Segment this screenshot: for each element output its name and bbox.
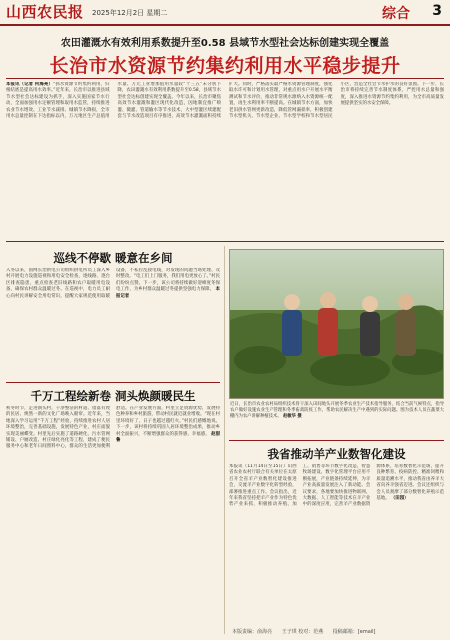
story3-body — [6, 406, 220, 634]
story3-title: 千万工程绘新卷 洞头焕颜暖民生 — [30, 389, 196, 403]
lead-headline: 长治市水资源节约集约利用水平稳步提升 — [49, 55, 401, 77]
story3-text: 初冬时节，走进洞头村，干净整洁的村道、错落有致的民居、焕然一新的文化广场映入眼帘。近年来，当地深入学习运用“千万工程”经验，持续推进农村人居环境整治，完善基础设施，发展特色产业，村庄面貌实现美丽蝶变。村里先后实施了道路硬化、污水管网铺设、户厕改造、村庄绿化亮化等工程，建成了便民服务中心和老年日间照料中心，群众的生活更加便利舒适。在产业发展方面，村里立足资源优势，发展特色种养和乡村旅游，带动村民就近就业增收。“现在村里环境好了，日子也越过越红火。”村民们感慨地说。下一步，该村将持续巩固人居环境整治成果，推动乡村全面振兴，不断增强群众的获得感、幸福感。 — [6, 406, 220, 450]
story2-byline: 本报记者 — [116, 287, 220, 299]
story4-body — [229, 464, 444, 624]
news-photo — [229, 249, 444, 399]
photo-illustration — [230, 250, 444, 399]
page-number: 3 — [432, 3, 442, 19]
story3-byline: 赵甜 鲁 — [116, 431, 220, 444]
footer-proof: 王子琪 校对：范燕 — [281, 629, 324, 635]
photo-caption-text: 近日，长治市农业农村局组织技术骨干深入田间地头开展冬季农业生产技术指导服务，结合当前气候特点，指导农户做好设施农业生产管理和冬季畜禽防疫工作，帮助农民解决生产中遇到的实际问题。图为技术人员在蔬菜大棚内为农户讲解种植技术。 — [230, 402, 444, 419]
story4-rule — [229, 440, 444, 441]
story4-text: 本报讯（11月14日至15日）山西省农业农村厅联合有关单位在太原召开全省羊产业数智化建设推进会，交流羊产业数字化转型经验，部署推进重点工作。会议指出，近年来我省坚持把羊产业作为特色优势产业来抓，积极推动养殖、加工、销售等环节数字化改造，智慧牧场建设、数字化管理平台应用不断拓展，产业链条持续延伸，为羊产业高质量发展注入了新动能。会议要求，各地要加快推进物联网、大数据、人工智能等技术在羊产业中的深度应用，完善羊产业数据资源体系，培育数智化示范场，提升良种繁育、疫病防控、精准饲喂和质量追溯水平，推动我省由养羊大省向养羊强省迈进。会议还组织与会人员观摩了部分数智化养殖示范基地。 — [229, 464, 444, 508]
story2-text: 入冬以来，国网长治供电公司组织供电所员工深入乡村开展电力设施巡视和用电安全检查，逐线路、逐台区排查隐患，重点检查老旧线路和农户取暖用电设备，确保农村群众温暖过冬。在巡视中，电力员工耐心向村民讲解安全用电常识，提醒大家规范使用取暖设备，不私拉乱接电线，对发现的问题当场处理、及时整改。“电工们上门服务，我们用电更放心了。”村民们纷纷点赞。下一步，该公司将持续做好迎峰度冬保电工作，为乡村群众温暖过冬提供坚强电力保障。 — [6, 268, 220, 299]
column-divider — [224, 246, 225, 634]
masthead — [0, 0, 450, 26]
photo-caption — [230, 402, 444, 420]
footer-email: 投稿邮箱：[email] — [332, 629, 376, 635]
lead-text: “抓水资源节约集约利用，归根结底是提高用水效率。”近年来，长治市以推进县域节水型社会达标建设为抓手，深入实施国家节水行动，全面加强用水定额管理和取用水监管，持续推进农业节水增效、工业节水减排、城镇节水降损，全市用水总量控制在下达指标以内，万元地区生产总值用水量、万元工业增加值用水量较“十三五”末分别下降，农田灌溉水有效利用系数提升至0.58，县域节水型社会达标创建实现全覆盖。今年以来，长治市聚焦高效节水灌溉和灌区现代化改造，因地制宜推广喷灌、微灌、管道输水等节水技术，大中型灌区续建配套与节水改造项目有序推进，高效节水灌溉面积持续扩大。同时，严格落实最严格水资源管理制度，强化取水许可和计划用水管理，对重点用水户开展水平衡测试和节水评价，推动非常规水源纳入水资源统一配置，再生水利用率不断提高。在城镇节水方面，加快老旧供水管网更新改造，降低管网漏损率，积极创建节水型机关、节水型企业、节水型学校和节水型居民小区，营造全社会节水护水的良好氛围。下一步，长治市将持续完善节水制度体系，严控用水总量和强度，深入推进水资源节约集约利用，为全市高质量发展提供坚实的水安全保障。 — [6, 82, 444, 120]
page-footer — [232, 628, 444, 635]
lead-byline: 本报讯（记者 何海亮） — [6, 82, 53, 87]
section-name: 综合 — [382, 6, 410, 22]
section-rule — [6, 241, 444, 242]
lead-kicker: 农田灌溉水有效利用系数提升至0.58 县域节水型社会达标创建实现全覆盖 — [60, 38, 390, 49]
story2-title: 巡线不停歇 暖意在乡间 — [53, 251, 173, 265]
footer-editor: 本版责编：俞海亮 — [232, 629, 273, 635]
lead-rule — [6, 78, 444, 79]
story2-body — [6, 268, 220, 378]
story4-byline: （田园） — [390, 496, 409, 502]
photo-byline: 赵敏华 摄 — [282, 414, 302, 419]
story4-title: 我省推动羊产业数智化建设 — [267, 447, 406, 461]
lead-body — [6, 82, 444, 238]
story-divider — [6, 382, 220, 383]
issue-date: 2025年12月2日 星期二 — [92, 9, 168, 17]
newspaper-logo: 山西农民报 — [6, 3, 84, 21]
